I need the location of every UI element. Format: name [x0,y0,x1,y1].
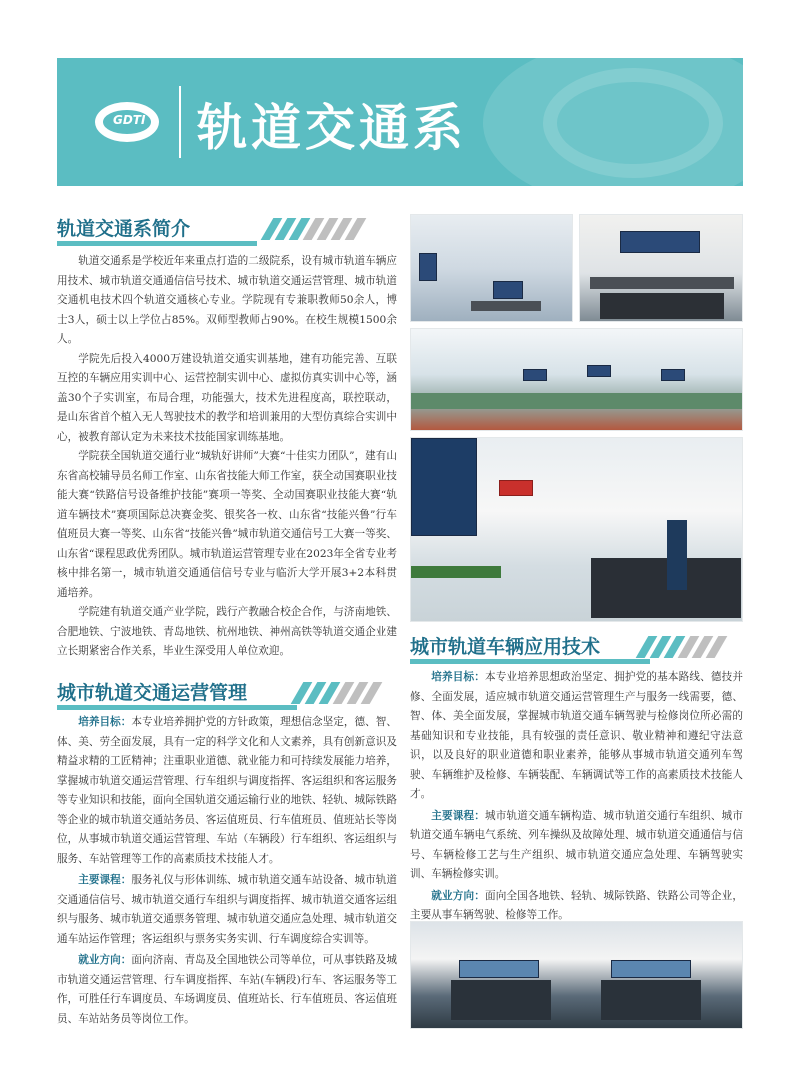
course-text: 服务礼仪与形体训练、城市轨道交通车站设备、城市轨道交通通信信号、城市轨道交通行车组织与调度指挥、城市轨道交通客运组织与服务、城市轨道交通票务管理、城市轨道交通应急处理、城市轨道交通车站运作管理；客运组织与票务实务实训、行车调度综合实训等。 [57,874,398,945]
ops-text [57,713,397,1029]
course-label: 主要课程： [78,874,132,886]
ops-heading [57,678,397,710]
ops-jobs [57,951,397,1029]
school-logo-icon [95,102,159,142]
ops-goal [57,713,397,869]
vehicle-heading-text: 城市轨道车辆应用技术 [410,636,601,658]
logo-text: GDTI [113,113,146,127]
vehicle-courses [410,807,743,885]
intro-text [57,252,397,662]
banner-watermark-logo [543,68,723,178]
job-label: 就业方向： [78,954,132,966]
vehicle-text [410,668,743,926]
header-banner [57,58,743,186]
goal-text: 本专业培养拥护党的方针政策，理想信念坚定，德、智、体、美、劳全面发展，具有一定的科学文化和人文素养，具有创新意识及精益求精的工匠精神；注重职业道德、就业能力和可持续发展能力培养，掌握城市轨道交通运营管理、行车组织与调度指挥、客运组织和客运服务等专业知识和技能，面向全国轨道交通运输行业的地铁、轻轨、城际铁路等企业的城市轨道交通站务员、客运值班员、行车值班员、值班站长等岗位，从事城市轨道交通运营管理、车站（车辆段）行车组织、客运组织与服务、车站管理等工作的高素质技术技能人才。 [57,716,398,865]
vehicle-jobs [410,887,743,926]
heading-stripes [267,218,365,240]
intro-heading-text: 轨道交通系简介 [57,218,191,240]
banner-divider [179,86,181,158]
heading-stripes [297,682,381,704]
photo-teacher-demonstration [410,437,743,622]
heading-stripes [642,636,726,658]
photo-driving-simulators [410,921,743,1029]
intro-heading [57,214,397,246]
vehicle-goal [410,668,743,805]
goal-label: 培养目标： [431,671,485,683]
vehicle-heading [410,632,743,664]
intro-paragraph: 学院获全国轨道交通行业“城轨好讲师”大赛“十佳实力团队”，建有山东省高校辅导员名师工作室、山东省技能大师工作室，获全动国赛职业技能大赛“铁路信号设备维护技能”赛项一等奖、全动国赛职业技能大赛“轨道车辆技术”赛项国际总决赛金奖、银奖各一枚、山东省“技能兴鲁”行车值班员大赛一等奖、山东省“技能兴鲁”城市轨道交通信号工大赛一等奖、山东省“课程思政优秀团队。城市轨道运营管理专业在2023年全省专业考核中排名第一，城市轨道交通通信信号专业与临沂大学开展3+2本科贯通培养。 [57,450,397,599]
job-text: 面向济南、青岛及全国地铁公司等单位，可从事铁路及城市轨道交通运营管理、行车调度指挥、车站(车辆段)行车、客运服务等工作，可胜任行车调度员、车场调度员、值班站长、行车值班员、客运值班员、车站站务员等岗位工作。 [57,954,398,1025]
course-label: 主要课程： [431,809,485,822]
course-text: 城市轨道交通车辆构造、城市轨道交通行车组织、城市轨道交通车辆电气系统、列车操纵及故障处理、城市轨道交通通信与信号、车辆检修工艺与生产组织、城市轨道交通应急处理、车辆驾驶实训、车辆检修实训。 [410,809,744,880]
job-label: 就业方向： [431,889,485,902]
intro-paragraph: 轨道交通系是学校近年来重点打造的二级院系，设有城市轨道车辆应用技术、城市轨道交通通信信号技术、城市轨道交通运营管理、城市轨道交通机电技术四个轨道交通核心专业。学院现有专兼职教师50余人，博士3人，硕士以上学位占85%。双师型教师占90%。在校生规模1500余人。 [57,255,397,345]
photo-control-center [579,214,743,322]
intro-paragraph: 学院建有轨道交通产业学院，践行产教融合校企合作，与济南地铁、合肥地铁、宁波地铁、青岛地铁、杭州地铁、神州高铁等轨道交通企业建立长期紧密合作关系，毕业生深受用人单位欢迎。 [57,606,397,657]
photo-training-room [410,214,573,322]
photo-sandbox-lab [410,328,743,431]
goal-label: 培养目标： [78,716,132,728]
intro-paragraph: 学院先后投入4000万建设轨道交通实训基地，建有功能完善、互联互控的车辆应用实训中心、运营控制实训中心、虚拟仿真实训中心等，涵盖30个子实训室，布局合理，功能强大，技术先进程度高，联控联动，是山东省首个植入无人驾驶技术的教学和培训兼用的大型仿真综合实训中心，被教育部认定为未来技术技能国家训练基地。 [57,352,397,443]
ops-courses [57,871,397,949]
job-text: 面向全国各地铁、轻轨、城际铁路、铁路公司等企业，主要从事车辆驾驶、检修等工作。 [410,889,744,921]
goal-text: 本专业培养思想政治坚定、拥护党的基本路线、德技并修、全面发展，适应城市轨道交通运营管理生产与服务一线需要，德、智、体、美全面发展，掌握城市轨道交通车辆驾驶与检修岗位所必需的基础知识和专业技能，具有较强的责任意识、敬业精神和遵纪守法意识，以及良好的职业道德和职业素养，能够从事城市轨道交通列车驾驶、车辆维护及检修、车辆装配、车辆调试等工作的高素质技术技能人才。 [410,671,744,800]
page-title: 轨道交通系 [197,99,467,157]
ops-heading-text: 城市轨道交通运营管理 [57,682,248,704]
